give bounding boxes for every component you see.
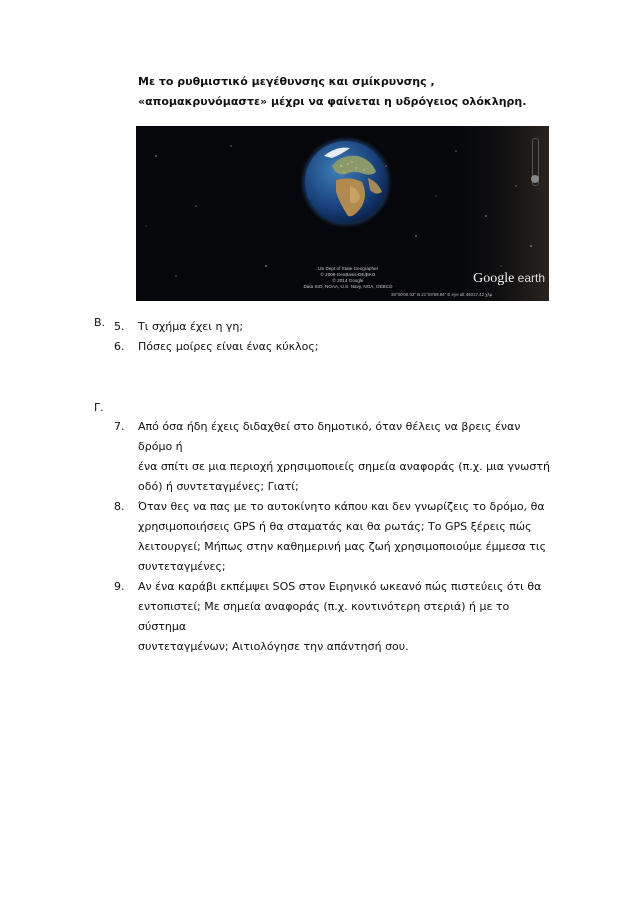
coordinates-status: 38°00'00.02" Β 21°59'59.94" Ε eye alt 46017.42 χλμ (391, 292, 493, 297)
attribution-text: US Dept of State Geographer © 2009 GeoBasis-DE/BKG © 2014 Google Data SIO, NOAA, U.S. Navy, NGA, GEBCO (303, 266, 393, 289)
heading-line-2: «απομακρυνόμαστε» μέχρι να φαίνεται η υδρόγειος ολόκληρη. (138, 95, 527, 108)
question-7: 7. Από όσα ήδη έχεις διδαχθεί στο δημοτικό, όταν θέλεις να βρεις έναν δρόμο ή ένα σπίτι σε μια περιοχή χρησιμοποιείς σημεία αναφοράς (π.χ. μια γνωστή οδό) ή συντεταγμένες; Γιατί; (114, 420, 550, 493)
google-earth-screenshot (136, 126, 549, 301)
section-c-label: Γ. (94, 401, 104, 414)
zoom-slider[interactable] (532, 138, 539, 186)
question-5: 5. Τι σχήμα έχει η γη; (114, 320, 244, 333)
zoom-slider-handle[interactable] (531, 175, 539, 183)
question-8: 8. Όταν θες να πας με το αυτοκίνητο κάπου και δεν γνωρίζεις το δρόμο, θα χρησιμοποιήσεις GPS ή θα σταματάς και θα ρωτάς; Το GPS ξέρεις πώς λειτουργεί; Μήπως στην καθημερινή μας ζωή χρησιμοποιούμε έμμεσα τις συντεταγμένες; (114, 500, 547, 573)
question-6: 6. Πόσες μοίρες είναι ένας κύκλος; (114, 340, 319, 353)
heading-line-1: Με το ρυθμιστικό μεγέθυνσης και σμίκρυνσης , (138, 75, 435, 88)
question-9: 9. Αν ένα καράβι εκπέμψει SOS στον Ειρηνικό ωκεανό πώς πιστεύεις ότι θα εντοπιστεί; Με σημεία αναφοράς (π.χ. κοντινότερη στεριά) ή με το σύστημα συντεταγμένων; Αιτιολόγησε την απάντησή σου. (114, 580, 542, 653)
section-c-questions (114, 417, 554, 657)
google-earth-logo: Google earth (473, 271, 545, 286)
section-b-label: Β. (94, 316, 106, 329)
section-b-questions (114, 317, 554, 357)
instruction-heading (138, 72, 578, 112)
